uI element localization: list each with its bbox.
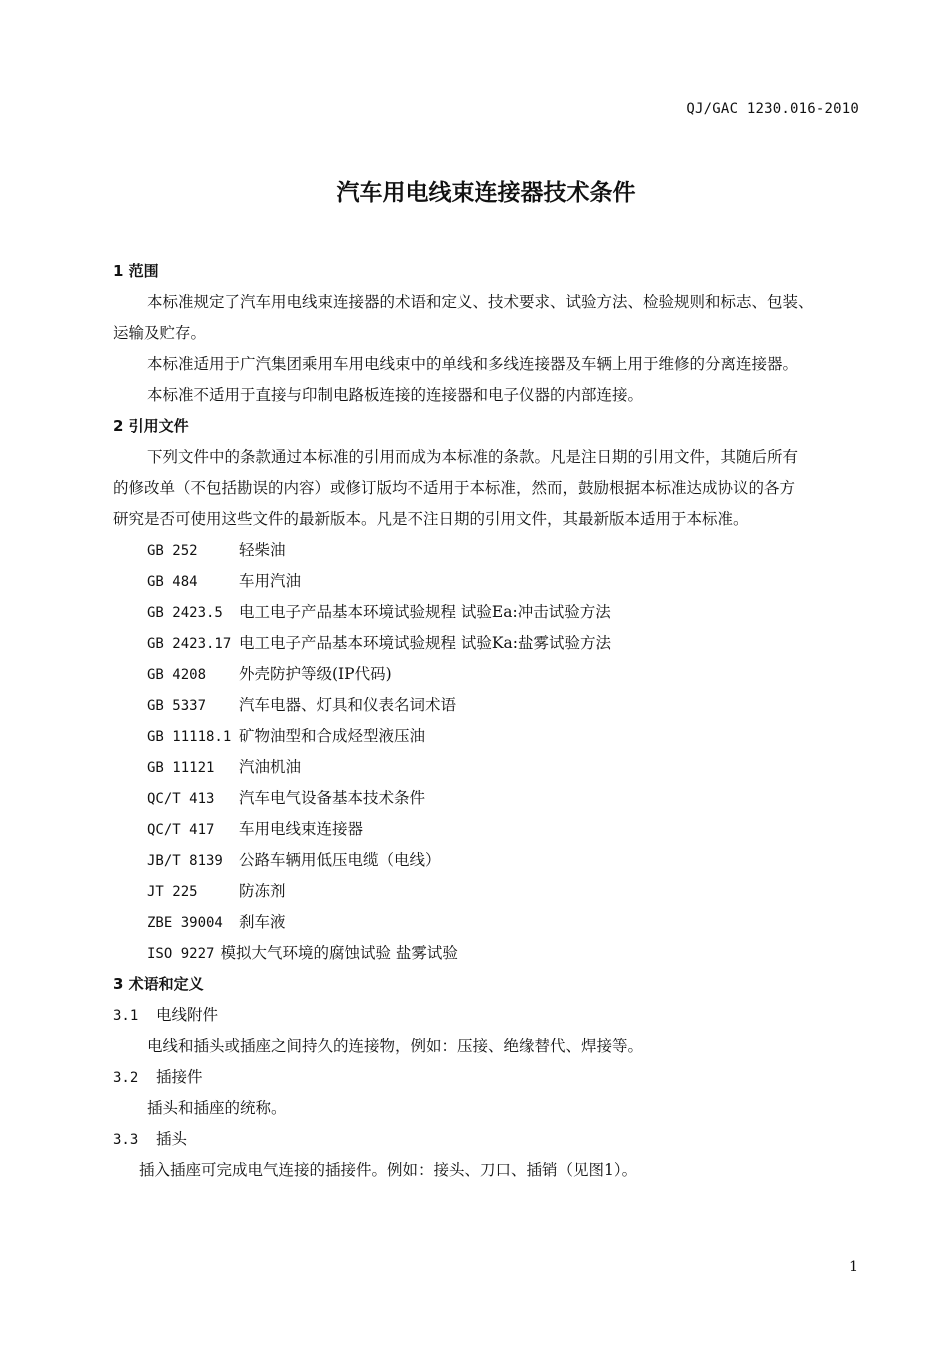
- reference-item: [113, 659, 858, 690]
- section-1-paragraph-2: 本标准适用于广汽集团乘用车用电线束中的单线和多线连接器及车辆上用于维修的分离连接器。: [147, 355, 799, 373]
- reference-title: 车用汽油: [239, 572, 302, 590]
- reference-item: [113, 721, 858, 752]
- reference-item: [113, 876, 858, 907]
- reference-title: 车用电线束连接器: [239, 820, 364, 838]
- document-title: 汽车用电线束连接器技术条件: [336, 180, 636, 206]
- reference-code: ZBE 39004: [147, 915, 223, 931]
- reference-title: 汽车电气设备基本技术条件: [239, 789, 426, 807]
- reference-title: 模拟大气环境的腐蚀试验 盐雾试验: [220, 944, 458, 962]
- reference-item: [113, 690, 858, 721]
- definition-3-3-text: 插入插座可完成电气连接的插接件。例如：接头、刀口、插销（见图1）。: [139, 1161, 638, 1179]
- reference-code: GB 2423.5: [147, 605, 223, 621]
- clause-term: 电线附件: [156, 1006, 219, 1024]
- reference-code: GB 4208: [147, 667, 207, 683]
- reference-code: GB 484: [147, 574, 198, 590]
- reference-item: [113, 752, 858, 783]
- reference-item: [113, 938, 858, 969]
- section-2-paragraph-1b: 的修改单（不包括勘误的内容）或修订版均不适用于本标准，然而，鼓励根据本标准达成协议的各方: [113, 479, 796, 497]
- reference-title: 外壳防护等级(IP代码): [239, 665, 392, 683]
- clause-number: 3.3: [113, 1132, 139, 1148]
- section-1-heading: 1 范围: [113, 262, 159, 280]
- reference-item: [113, 597, 858, 628]
- reference-item: [113, 783, 858, 814]
- clause-number: 3.1: [113, 1008, 139, 1024]
- reference-item: [113, 845, 858, 876]
- reference-title: 防冻剂: [239, 882, 286, 900]
- document-body: [113, 256, 858, 1186]
- definition-3-1-text: 电线和插头或插座之间持久的连接物，例如：压接、绝缘替代、焊接等。: [147, 1037, 644, 1055]
- reference-item: [113, 566, 858, 597]
- reference-code: GB 5337: [147, 698, 207, 714]
- clause-number: 3.2: [113, 1070, 139, 1086]
- document-code: QJ/GAC 1230.016-2010: [686, 101, 859, 117]
- clause-term: 插头: [156, 1130, 188, 1148]
- section-1-paragraph-3: 本标准不适用于直接与印制电路板连接的连接器和电子仪器的内部连接。: [147, 386, 644, 404]
- definition-3-3-heading: [113, 1124, 858, 1155]
- reference-title: 轻柴油: [239, 541, 286, 559]
- reference-title: 矿物油型和合成烃型液压油: [239, 727, 426, 745]
- section-2-paragraph-1c: 研究是否可使用这些文件的最新版本。凡是不注日期的引用文件，其最新版本适用于本标准。: [113, 510, 749, 528]
- section-2-paragraph-1a: 下列文件中的条款通过本标准的引用而成为本标准的条款。凡是注日期的引用文件，其随后所有: [147, 448, 799, 466]
- reference-code: QC/T 413: [147, 791, 215, 807]
- reference-title: 电工电子产品基本环境试验规程 试验Ka:盐雾试验方法: [239, 634, 611, 652]
- reference-item: [113, 814, 858, 845]
- reference-title: 刹车液: [239, 913, 286, 931]
- definition-3-2-heading: [113, 1062, 858, 1093]
- reference-item: [113, 628, 858, 659]
- section-1-paragraph-1b: 运输及贮存。: [113, 324, 207, 342]
- reference-title: 汽车电器、灯具和仪表名词术语: [239, 696, 457, 714]
- reference-item: [113, 907, 858, 938]
- reference-code: GB 2423.17: [147, 636, 232, 652]
- reference-title: 电工电子产品基本环境试验规程 试验Ea:冲击试验方法: [239, 603, 611, 621]
- reference-title: 汽油机油: [239, 758, 302, 776]
- reference-code: JT 225: [147, 884, 198, 900]
- reference-code: JB/T 8139: [147, 853, 223, 869]
- page-number: 1: [849, 1259, 858, 1275]
- reference-code: GB 11121: [147, 760, 215, 776]
- reference-title: 公路车辆用低压电缆（电线）: [239, 851, 441, 869]
- section-2-heading: 2 引用文件: [113, 417, 189, 435]
- reference-code: GB 252: [147, 543, 198, 559]
- reference-code: ISO 9227: [147, 946, 215, 962]
- reference-code: QC/T 417: [147, 822, 215, 838]
- reference-item: [113, 535, 858, 566]
- clause-term: 插接件: [156, 1068, 203, 1086]
- definition-3-2-text: 插头和插座的统称。: [147, 1099, 287, 1117]
- section-3-heading: 3 术语和定义: [113, 975, 204, 993]
- definition-3-1-heading: [113, 1000, 858, 1031]
- section-1-paragraph-1a: 本标准规定了汽车用电线束连接器的术语和定义、技术要求、试验方法、检验规则和标志、包装、: [147, 293, 814, 311]
- reference-code: GB 11118.1: [147, 729, 232, 745]
